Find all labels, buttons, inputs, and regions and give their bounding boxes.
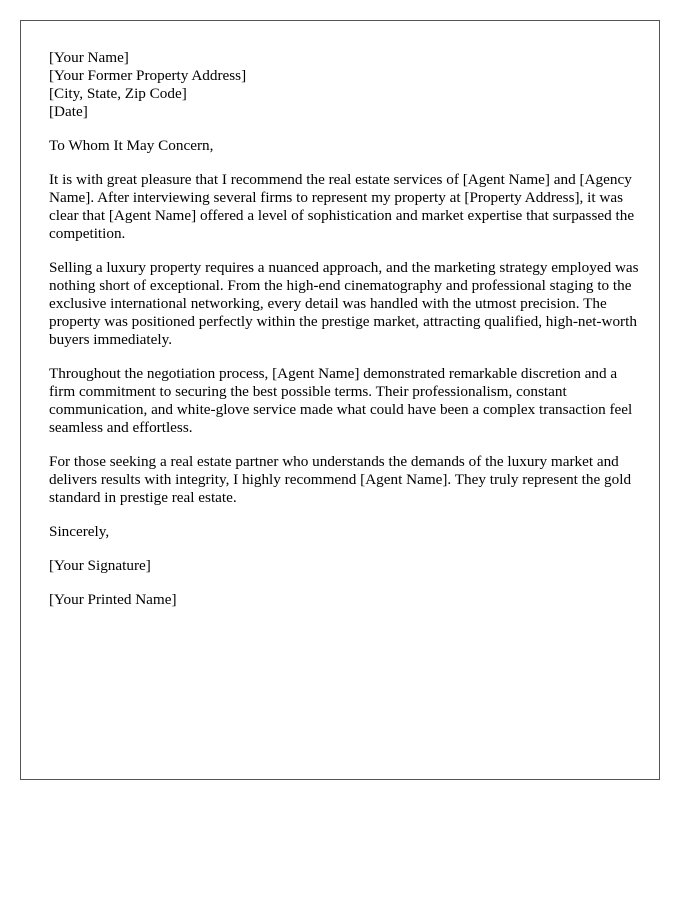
- salutation: To Whom It May Concern,: [49, 137, 214, 154]
- letter-content: [49, 49, 639, 625]
- body-paragraph-2: Selling a luxury property requires a nuanced approach, and the marketing strategy employed was nothing short of exceptional. From the high-end cinematography and professional staging to the exclusive international networking, every detail was handled with the utmost precision. The property was positioned perfectly within the prestige market, attracting qualified, high-net-worth buyers immediately.: [49, 259, 639, 348]
- sender-city-state-zip: [City, State, Zip Code]: [49, 85, 187, 102]
- sender-block: [49, 49, 639, 121]
- body-paragraph-1: It is with great pleasure that I recommend the real estate services of [Agent Name] and [Agency Name]. After interviewing several firms to represent my property at [Property Address], it was clear that [Agent Name] offered a level of sophistication and market expertise that surpassed the competition.: [49, 171, 635, 242]
- letter-date: [Date]: [49, 103, 88, 120]
- sender-address: [Your Former Property Address]: [49, 67, 247, 84]
- body-paragraph-3: Throughout the negotiation process, [Agent Name] demonstrated remarkable discretion and a firm commitment to securing the best possible terms. Their professionalism, constant communication, and white-glove service made what could have been a complex transaction feel seamless and effortless.: [49, 365, 633, 436]
- printed-name: [Your Printed Name]: [49, 591, 177, 608]
- sender-name: [Your Name]: [49, 49, 129, 66]
- closing: Sincerely,: [49, 523, 110, 540]
- body-paragraph-4: For those seeking a real estate partner who understands the demands of the luxury market and delivers results with integrity, I highly recommend [Agent Name]. They truly represent the gold standard in prestige real estate.: [49, 453, 632, 506]
- signature: [Your Signature]: [49, 557, 151, 574]
- letter-page: [20, 20, 660, 780]
